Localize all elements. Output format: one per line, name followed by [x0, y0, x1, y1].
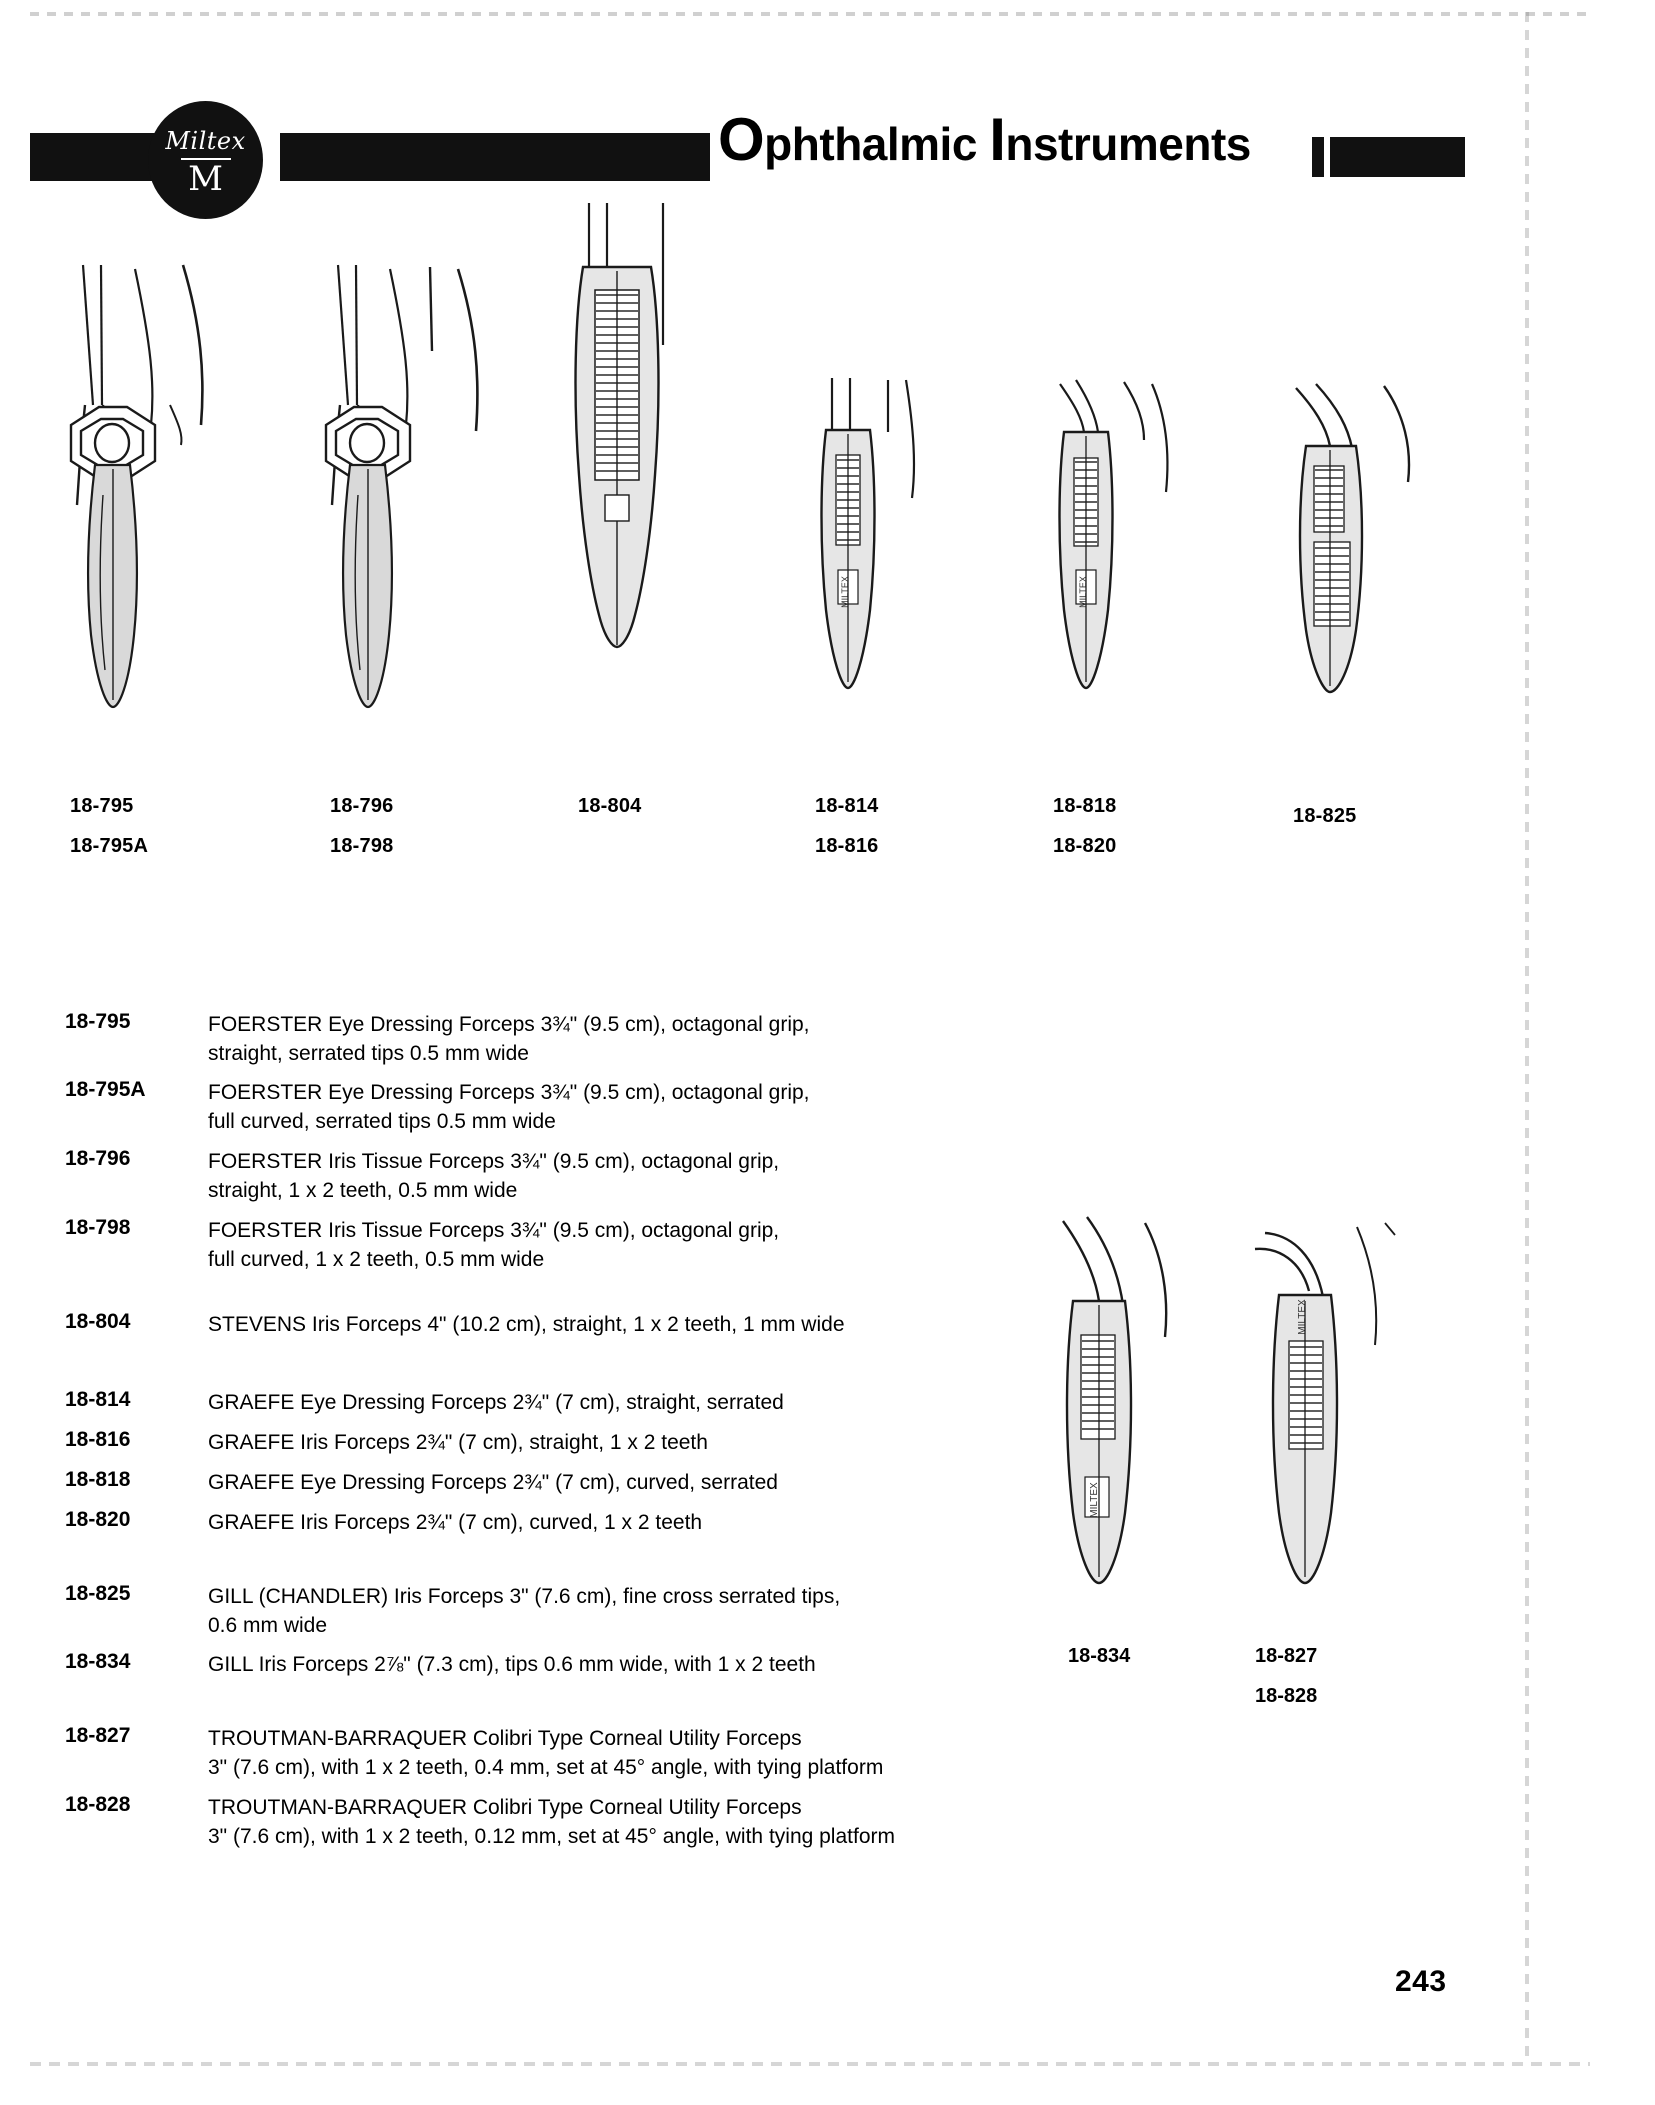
- description-line: full curved, 1 x 2 teeth, 0.5 mm wide: [208, 1248, 545, 1271]
- figure-caption-18-818: 18-818: [1053, 795, 1117, 817]
- description-code: 18-795: [65, 1010, 131, 1033]
- description-text: [208, 1310, 1058, 1339]
- description-text: [208, 1793, 1058, 1851]
- figure-caption-18-820: 18-820: [1053, 835, 1117, 857]
- figure-18-814: [810, 370, 970, 725]
- description-text: [208, 1388, 1058, 1417]
- description-line: FOERSTER Eye Dressing Forceps 3¾" (9.5 cm), octagonal grip,: [208, 1081, 810, 1104]
- scan-edge-right-decoration: [1525, 12, 1529, 2062]
- description-line: full curved, serrated tips 0.5 mm wide: [208, 1110, 556, 1133]
- svg-text:MILTEX: MILTEX: [840, 576, 850, 608]
- description-text: [208, 1428, 1058, 1457]
- description-line: 3" (7.6 cm), with 1 x 2 teeth, 0.4 mm, set at 45° angle, with tying platform: [208, 1756, 884, 1779]
- description-code: 18-825: [65, 1582, 131, 1605]
- figure-caption-18-834-lower: 18-834: [1068, 1645, 1131, 1667]
- description-line: TROUTMAN-BARRAQUER Colibri Type Corneal Utility Forceps: [208, 1727, 802, 1750]
- description-line: GRAEFE Iris Forceps 2¾" (7 cm), curved, 1 x 2 teeth: [208, 1511, 703, 1534]
- logo-letter-m: M: [188, 159, 223, 199]
- description-text: [208, 1147, 1058, 1205]
- figure-caption-18-825: 18-825: [1293, 805, 1357, 827]
- description-code: 18-816: [65, 1428, 131, 1451]
- description-text: [208, 1468, 1058, 1497]
- description-code: 18-827: [65, 1724, 131, 1747]
- description-text: [208, 1010, 1058, 1068]
- description-line: FOERSTER Iris Tissue Forceps 3¾" (9.5 cm), octagonal grip,: [208, 1150, 780, 1173]
- description-code: 18-820: [65, 1508, 131, 1531]
- description-line: FOERSTER Iris Tissue Forceps 3¾" (9.5 cm), octagonal grip,: [208, 1219, 780, 1242]
- description-line: straight, serrated tips 0.5 mm wide: [208, 1042, 529, 1065]
- figure-18-795: [55, 255, 255, 725]
- page-title-text-1: phthalmic: [764, 118, 990, 170]
- header-bar-right: [1330, 137, 1465, 177]
- description-code: 18-796: [65, 1147, 131, 1170]
- figure-18-796: [310, 255, 510, 725]
- description-text: [208, 1508, 1058, 1537]
- page-header: [0, 55, 1500, 199]
- description-text: [208, 1724, 1058, 1782]
- header-bar-middle: [280, 133, 710, 181]
- figure-caption-18-804: 18-804: [578, 795, 642, 817]
- page-title-cap-i: I: [989, 106, 1006, 173]
- description-code: 18-795A: [65, 1078, 146, 1101]
- svg-text:MILTEX: MILTEX: [1297, 1299, 1308, 1335]
- description-line: 0.6 mm wide: [208, 1614, 328, 1637]
- description-code: 18-834: [65, 1650, 131, 1673]
- description-text: [208, 1582, 1058, 1640]
- description-text: [208, 1650, 1058, 1679]
- figure-18-827: [1245, 1205, 1445, 1625]
- page-title: [718, 106, 1318, 173]
- figure-caption-18-816: 18-816: [815, 835, 879, 857]
- description-line: straight, 1 x 2 teeth, 0.5 mm wide: [208, 1179, 518, 1202]
- description-text: [208, 1078, 1058, 1136]
- scan-edge-top-decoration: [30, 12, 1590, 16]
- figure-caption-18-828-lower: 18-828: [1255, 1685, 1318, 1707]
- description-line: GRAEFE Iris Forceps 2¾" (7 cm), straight, 1 x 2 teeth: [208, 1431, 708, 1454]
- miltex-logo: [148, 101, 263, 219]
- logo-wordmark: Miltex: [165, 127, 246, 155]
- figure-18-804: [565, 195, 745, 725]
- description-line: GRAEFE Eye Dressing Forceps 2¾" (7 cm), straight, serrated: [208, 1391, 784, 1414]
- description-code: 18-818: [65, 1468, 131, 1491]
- description-code: 18-814: [65, 1388, 131, 1411]
- description-line: TROUTMAN-BARRAQUER Colibri Type Corneal Utility Forceps: [208, 1796, 802, 1819]
- description-line: GRAEFE Eye Dressing Forceps 2¾" (7 cm), curved, serrated: [208, 1471, 778, 1494]
- scan-edge-bottom-decoration: [30, 2062, 1590, 2066]
- figure-caption-18-795: 18-795: [70, 795, 134, 817]
- page-title-text-2: nstruments: [1005, 118, 1251, 170]
- figure-caption-18-796: 18-796: [330, 795, 394, 817]
- figure-caption-18-827-lower: 18-827: [1255, 1645, 1318, 1667]
- description-line: STEVENS Iris Forceps 4" (10.2 cm), straight, 1 x 2 teeth, 1 mm wide: [208, 1313, 845, 1336]
- description-line: FOERSTER Eye Dressing Forceps 3¾" (9.5 cm), octagonal grip,: [208, 1013, 810, 1036]
- description-line: 3" (7.6 cm), with 1 x 2 teeth, 0.12 mm, set at 45° angle, with tying platform: [208, 1825, 895, 1848]
- figure-caption-18-814: 18-814: [815, 795, 879, 817]
- svg-text:MILTEX: MILTEX: [1089, 1482, 1100, 1518]
- figure-caption-18-798: 18-798: [330, 835, 394, 857]
- figure-caption-18-795a: 18-795A: [70, 835, 149, 857]
- description-code: 18-828: [65, 1793, 131, 1816]
- figure-18-825: [1280, 370, 1460, 725]
- description-line: GILL Iris Forceps 2⅞" (7.3 cm), tips 0.6 mm wide, with 1 x 2 teeth: [208, 1653, 816, 1676]
- figure-18-818: [1048, 370, 1208, 725]
- page-title-cap-o: O: [718, 106, 765, 173]
- page-number: 243: [1395, 1965, 1447, 1998]
- description-code: 18-798: [65, 1216, 131, 1239]
- svg-text:MILTEX: MILTEX: [1078, 576, 1088, 608]
- figure-18-834: [1045, 1205, 1225, 1625]
- description-line: GILL (CHANDLER) Iris Forceps 3" (7.6 cm), fine cross serrated tips,: [208, 1585, 841, 1608]
- description-text: [208, 1216, 1058, 1274]
- description-code: 18-804: [65, 1310, 131, 1333]
